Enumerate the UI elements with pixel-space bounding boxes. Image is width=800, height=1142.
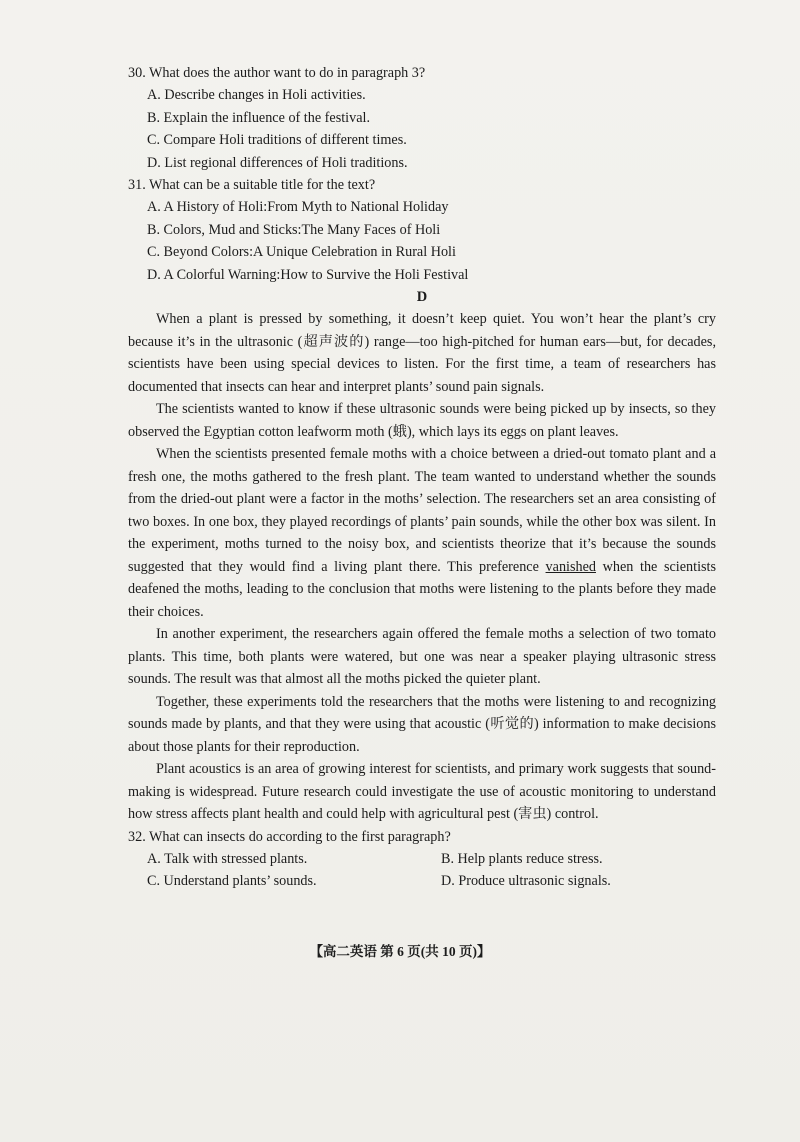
question-30-option-c: C. Compare Holi traditions of different times. xyxy=(147,132,407,149)
question-32-options-row-2 xyxy=(128,870,716,893)
question-31-option-b: B. Colors, Mud and Sticks:The Many Faces of Holi xyxy=(147,221,441,238)
question-32-option-c: C. Understand plants’ sounds. xyxy=(147,873,317,890)
question-30-option-d: D. List regional differences of Holi traditions. xyxy=(147,154,408,171)
question-31 xyxy=(128,174,716,286)
question-31-option-a: A. A History of Holi:From Myth to National Holiday xyxy=(147,199,449,216)
question-30-option-a: A. Describe changes in Holi activities. xyxy=(147,87,366,104)
passage-paragraph-3 xyxy=(128,443,716,623)
paragraph-3-text-end: when the scientists deafened the moths, leading to the conclusion that moths were listening to the plants before they made their choices. xyxy=(128,558,716,620)
question-32-option-a: A. Talk with stressed plants. xyxy=(147,850,308,867)
question-30-option-b: B. Explain the influence of the festival. xyxy=(147,109,370,126)
underlined-word: vanished xyxy=(545,558,596,575)
question-32 xyxy=(128,826,716,893)
question-30 xyxy=(128,62,716,174)
question-31-option-c: C. Beyond Colors:A Unique Celebration in Rural Holi xyxy=(147,244,456,261)
passage-paragraph-2: The scientists wanted to know if these ultrasonic sounds were being picked up by insects, so they observed the Egyptian cotton leafworm moth (蛾), which lays its eggs on plant leaves. xyxy=(128,401,716,440)
passage-paragraph-1: When a plant is pressed by something, it doesn’t keep quiet. You won’t hear the plant’s cry because it’s in the ultrasonic (超声波的) range—too high-pitched for human ears—but, for decades, scientists have been using special devices to listen. For the first time, a team of researchers has documented that insects can hear and interpret plants’ sound pain signals. xyxy=(128,311,716,395)
paragraph-3-text-start: When the scientists presented female moths with a choice between a dried-out tomato plant and a fresh one, the moths gathered to the fresh plant. The team wanted to understand whether the sounds from the dried-out plant were a factor in the moths’ selection. The researchers set an area consisting of two boxes. In one box, they played recordings of plants’ pain sounds, while the other box was silent. In the experiment, moths turned to the noisy box, and scientists theorize that it’s because the sounds suggested that they would find a living plant there. This preference xyxy=(128,446,716,575)
question-31-option-d: D. A Colorful Warning:How to Survive the Holi Festival xyxy=(147,266,469,283)
passage-paragraph-5: Together, these experiments told the researchers that the moths were listening to and recognizing sounds made by plants, and that they were using that acoustic (听觉的) information to make decisions about those plants for their reproduction. xyxy=(128,693,716,755)
section-heading: D xyxy=(416,289,428,306)
question-32-stem: 32. What can insects do according to the first paragraph? xyxy=(128,828,451,845)
passage-paragraph-4: In another experiment, the researchers again offered the female moths a selection of two tomato plants. This time, both plants were watered, but one was near a speaker playing ultrasonic stress sounds. The result was that almost all the moths picked the quieter plant. xyxy=(128,626,716,688)
passage-paragraph-6: Plant acoustics is an area of growing interest for scientists, and primary work suggests that sound-making is widespread. Future research could investigate the use of acoustic monitoring to understand how stress affects plant health and could help with agricultural pest (害虫) control. xyxy=(128,761,716,823)
page-footer: 【高二英语 第 6 页(共 10 页)】 xyxy=(309,944,491,959)
question-31-stem: 31. What can be a suitable title for the text? xyxy=(128,177,376,194)
question-32-option-b: B. Help plants reduce stress. xyxy=(441,850,603,867)
question-32-options-row-1 xyxy=(128,848,716,871)
passage xyxy=(128,308,716,826)
page-content xyxy=(128,62,716,893)
question-32-option-d: D. Produce ultrasonic signals. xyxy=(441,873,611,890)
question-30-stem: 30. What does the author want to do in paragraph 3? xyxy=(128,65,426,81)
